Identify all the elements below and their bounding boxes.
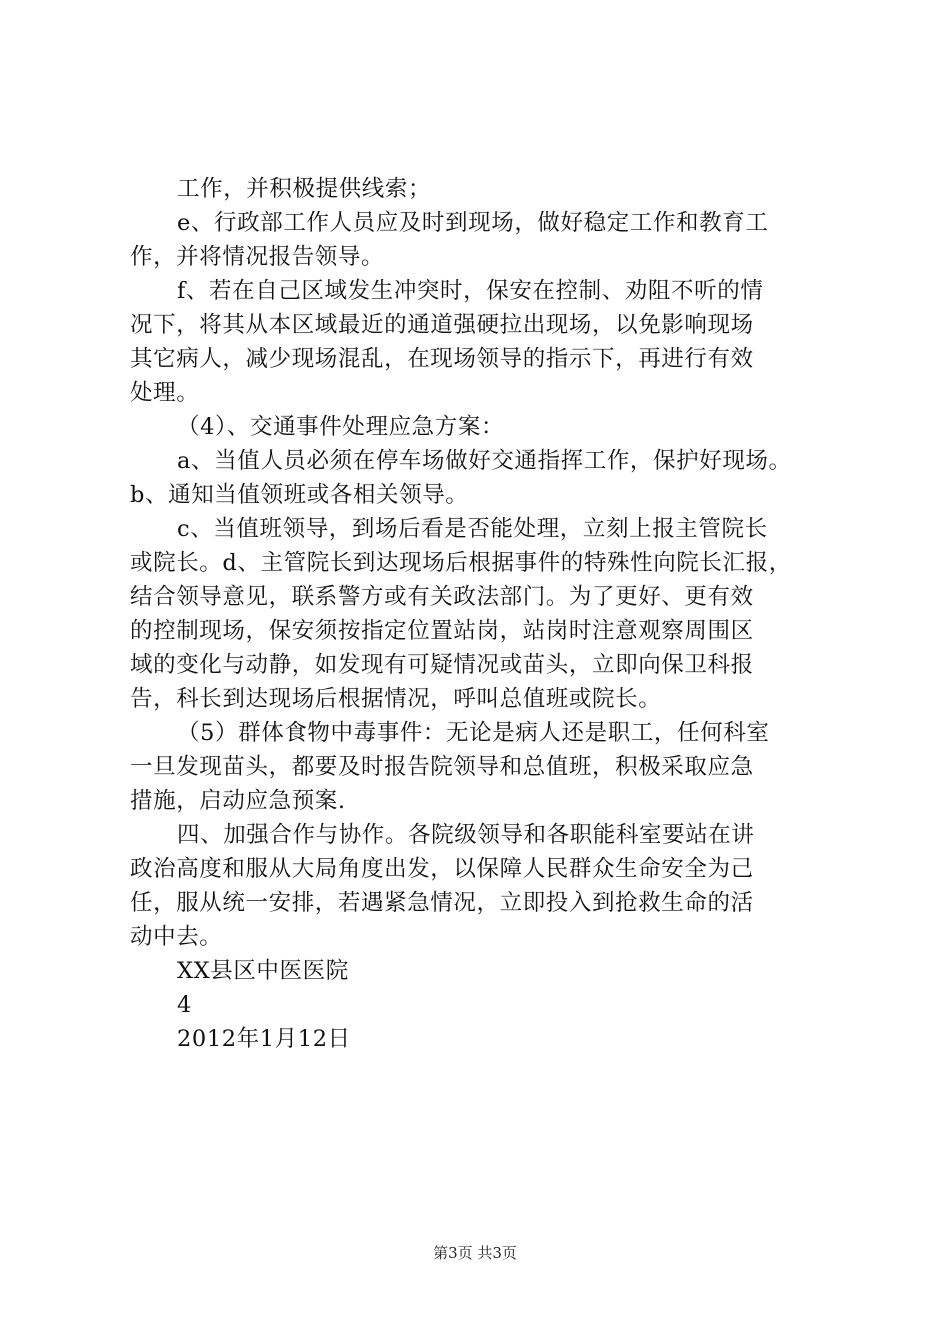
text-line: 工作，并积极提供线索； [177, 176, 432, 202]
text-line: 或院长。d、主管院长到达现场后根据事件的特殊性向院长汇报， [130, 550, 792, 576]
text-line: 域的变化与动静，如发现有可疑情况或苗头，立即向保卫科报 [130, 652, 754, 678]
section-heading: 四、加强合作与协作。各院级领导和各职能科室要站在讲 [177, 822, 755, 848]
text-line: f、若在自己区域发生冲突时，保安在控制、劝阻不听的情 [177, 278, 764, 304]
text-line: 一旦发现苗头，都要及时报告院领导和总值班，积极采取应急 [130, 754, 754, 780]
text-line: b、通知当值领班或各相关领导。 [130, 482, 469, 508]
text-line: a、当值人员必须在停车场做好交通指挥工作，保护好现场。 [177, 448, 792, 474]
text-line: 任，服从统一安排，若遇紧急情况，立即投入到抢救生命的活 [130, 890, 754, 916]
text-line: e、行政部工作人员应及时到现场，做好稳定工作和教育工 [177, 210, 769, 236]
text-line: 其它病人，减少现场混乱，在现场领导的指示下，再进行有效 [130, 346, 754, 372]
signature-organization: XX县区中医医院 [177, 958, 349, 984]
text-line: 的控制现场，保安须按指定位置站岗，站岗时注意观察周围区 [130, 618, 754, 644]
signature-number: 4 [177, 992, 192, 1018]
text-line: 处理。 [130, 380, 200, 406]
text-line: 况下，将其从本区域最近的通道强硬拉出现场，以免影响现场 [130, 312, 754, 338]
text-line: 措施，启动应急预案. [130, 788, 346, 814]
text-line: 作，并将情况报告领导。 [130, 244, 385, 270]
text-line: 动中去。 [130, 924, 223, 950]
section-heading: （4）、交通事件处理应急方案： [177, 414, 505, 440]
text-line: 结合领导意见，联系警方或有关政法部门。为了更好、更有效 [130, 584, 754, 610]
text-line: c、当值班领导，到场后看是否能处理，立刻上报主管院长 [177, 516, 768, 542]
document-body [130, 172, 850, 1056]
text-line: 告，科长到达现场后根据情况，呼叫总值班或院长。 [130, 686, 662, 712]
text-line: 政治高度和服从大局角度出发，以保障人民群众生命安全为己 [130, 856, 754, 882]
section-heading: （5）群体食物中毒事件：无论是病人还是职工，任何科室 [177, 720, 770, 746]
signature-date: 2012年1月12日 [177, 1026, 351, 1052]
page-footer: 第3页 共3页 [433, 1244, 517, 1262]
